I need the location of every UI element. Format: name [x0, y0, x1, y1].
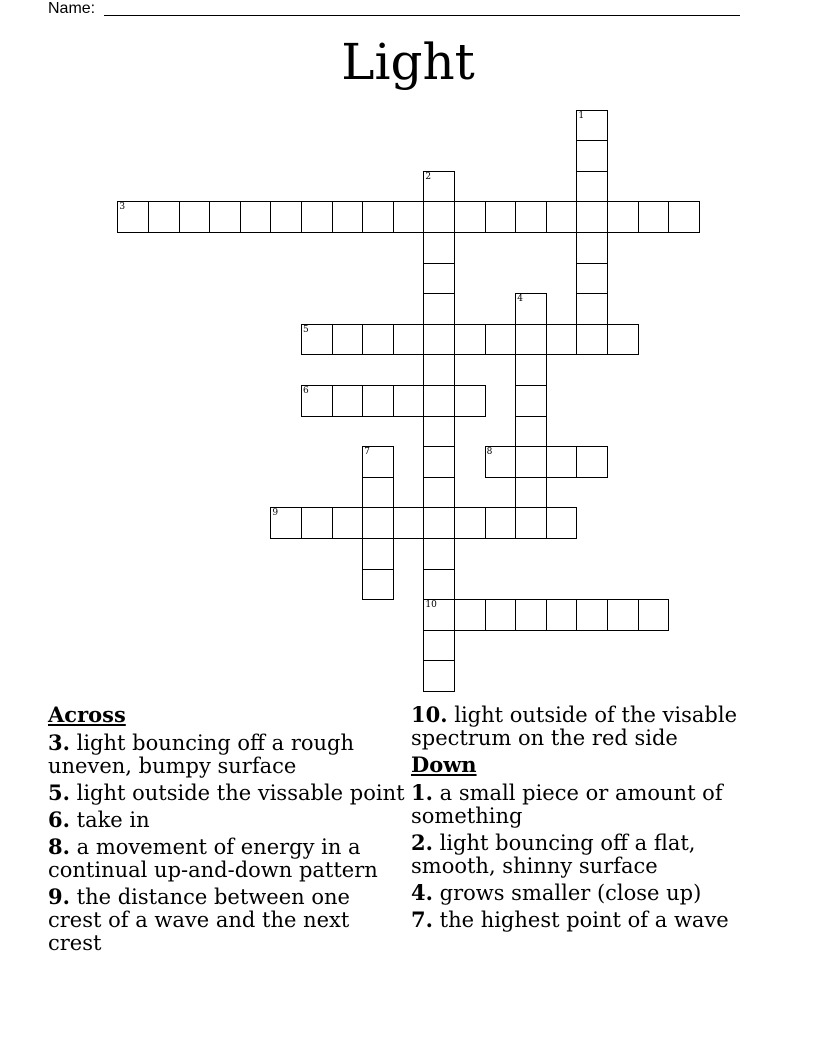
clue-item-number: 4. [411, 880, 433, 905]
grid-cell[interactable] [332, 385, 364, 417]
clue-item-text: the distance between one crest of a wave and the next crest [48, 885, 350, 955]
grid-cell[interactable] [362, 569, 394, 601]
grid-cell[interactable] [423, 263, 455, 295]
clue-item-number: 1. [411, 780, 433, 805]
clue-item [411, 881, 761, 905]
grid-cell[interactable] [576, 599, 608, 631]
grid-cell[interactable] [546, 324, 578, 356]
grid-cell[interactable] [423, 201, 455, 233]
grid-cell[interactable] [423, 385, 455, 417]
clue-number: 5 [303, 324, 309, 335]
clue-number: 9 [272, 508, 279, 519]
grid-cell[interactable] [546, 446, 578, 478]
grid-cell[interactable] [423, 477, 455, 509]
clue-number: 4 [517, 294, 523, 305]
grid-cell[interactable] [423, 171, 455, 203]
grid-cell[interactable] [423, 416, 455, 448]
clue-number: 8 [486, 447, 493, 458]
grid-cell[interactable] [607, 324, 639, 356]
grid-cell[interactable] [301, 507, 333, 539]
clue-number: 1 [578, 110, 585, 121]
clue-item [48, 731, 408, 778]
grid-cell[interactable] [423, 507, 455, 539]
grid-cell[interactable] [301, 385, 333, 417]
clue-item-number: 10. [411, 702, 448, 727]
grid-cell[interactable] [301, 201, 333, 233]
grid-cell[interactable] [393, 507, 425, 539]
clue-number: 7 [364, 447, 370, 458]
grid-cell[interactable] [393, 324, 425, 356]
grid-cell[interactable] [576, 201, 608, 233]
grid-cell[interactable] [270, 507, 302, 539]
clue-number: 6 [303, 386, 309, 396]
grid-cell[interactable] [576, 446, 608, 478]
grid-cell[interactable] [423, 354, 455, 386]
grid-cell[interactable] [515, 385, 547, 417]
grid-cell[interactable] [485, 201, 517, 233]
down-heading: Down [411, 752, 477, 777]
grid-cell[interactable] [607, 599, 639, 631]
grid-cell[interactable] [423, 538, 455, 570]
grid-cell[interactable] [485, 446, 517, 478]
grid-cell[interactable] [515, 446, 547, 478]
clue-item-text: light bouncing off a flat, smooth, shinny surface [411, 831, 696, 878]
clue-item [411, 831, 761, 878]
clue-item [48, 835, 408, 882]
grid-cell[interactable] [638, 201, 670, 233]
grid-cell[interactable] [515, 324, 547, 356]
grid-cell[interactable] [423, 660, 455, 692]
grid-cell[interactable] [393, 201, 425, 233]
grid-cell[interactable] [546, 599, 578, 631]
grid-cell[interactable] [515, 201, 547, 233]
clue-item-number: 9. [48, 884, 70, 909]
grid-cell[interactable] [117, 201, 149, 233]
clue-number: 2 [425, 171, 432, 182]
clue-item-number: 8. [48, 834, 70, 859]
grid-cell[interactable] [454, 385, 486, 417]
grid-cell[interactable] [423, 232, 455, 264]
clue-item-text: light outside the vissable point [76, 781, 405, 805]
grid-cell[interactable] [546, 201, 578, 233]
grid-cell[interactable] [423, 630, 455, 662]
grid-cell[interactable] [423, 293, 455, 325]
clue-item [411, 781, 761, 828]
grid-cell[interactable] [515, 293, 547, 325]
grid-cell[interactable] [362, 446, 394, 478]
clues-column-right [411, 703, 761, 935]
grid-cell[interactable] [546, 507, 578, 539]
grid-cell[interactable] [362, 201, 394, 233]
grid-cell[interactable] [423, 446, 455, 478]
grid-cell[interactable] [668, 201, 700, 233]
grid-cell[interactable] [515, 477, 547, 509]
across-heading: Across [48, 702, 126, 727]
grid-cell[interactable] [423, 324, 455, 356]
grid-cell[interactable] [576, 324, 608, 356]
grid-cell[interactable] [240, 201, 272, 233]
grid-cell[interactable] [148, 201, 180, 233]
clue-number: 3 [119, 202, 126, 213]
name-label: Name: [48, 0, 96, 17]
clue-item-text: light outside of the visable spectrum on the red side [411, 703, 738, 750]
clue-item-text: the highest point of a wave [439, 908, 729, 932]
page-title: Light [341, 33, 475, 91]
grid-cell[interactable] [485, 507, 517, 539]
grid-cell[interactable] [607, 201, 639, 233]
clue-item [48, 781, 408, 805]
grid-cell[interactable] [576, 293, 608, 325]
grid-cell[interactable] [332, 324, 364, 356]
grid-cell[interactable] [209, 201, 241, 233]
clue-item-number: 3. [48, 730, 70, 755]
grid-cell[interactable] [423, 569, 455, 601]
grid-cell[interactable] [362, 385, 394, 417]
clue-number: 10 [425, 600, 437, 611]
clue-item-number: 7. [411, 907, 433, 932]
grid-cell[interactable] [454, 324, 486, 356]
grid-cell[interactable] [332, 201, 364, 233]
clue-item [411, 908, 761, 932]
clue-item [411, 703, 761, 750]
clue-item-text: take in [76, 808, 150, 832]
grid-cell[interactable] [485, 599, 517, 631]
grid-cell[interactable] [301, 324, 333, 356]
clue-item-text: grows smaller (close up) [439, 881, 702, 905]
grid-cell[interactable] [454, 507, 486, 539]
clue-item-number: 6. [48, 807, 70, 832]
grid-cell[interactable] [454, 201, 486, 233]
grid-cell[interactable] [576, 140, 608, 172]
grid-cell[interactable] [576, 171, 608, 203]
clue-item [48, 808, 408, 832]
grid-cell[interactable] [515, 416, 547, 448]
clue-item-number: 2. [411, 830, 433, 855]
grid-cell[interactable] [576, 232, 608, 264]
grid-cell[interactable] [362, 324, 394, 356]
grid-cell[interactable] [179, 201, 211, 233]
grid-cell[interactable] [332, 507, 364, 539]
clue-item-text: a movement of energy in a continual up-and-down pattern [48, 835, 378, 882]
clue-item-number: 5. [48, 780, 70, 805]
grid-cell[interactable] [485, 324, 517, 356]
grid-cell[interactable] [454, 599, 486, 631]
grid-cell[interactable] [638, 599, 670, 631]
grid-cell[interactable] [515, 599, 547, 631]
clue-item-text: a small piece or amount of something [411, 781, 723, 828]
grid-cell[interactable] [362, 538, 394, 570]
grid-cell[interactable] [576, 110, 608, 142]
clue-item-text: light bouncing off a rough uneven, bumpy surface [48, 731, 355, 778]
grid-cell[interactable] [393, 385, 425, 417]
grid-cell[interactable] [423, 599, 455, 631]
grid-cell[interactable] [362, 507, 394, 539]
clue-item [48, 885, 408, 955]
grid-cell[interactable] [515, 354, 547, 386]
grid-cell[interactable] [270, 201, 302, 233]
grid-cell[interactable] [515, 507, 547, 539]
grid-cell[interactable] [576, 263, 608, 295]
grid-cell[interactable] [362, 477, 394, 509]
clues-column-left [48, 703, 408, 958]
